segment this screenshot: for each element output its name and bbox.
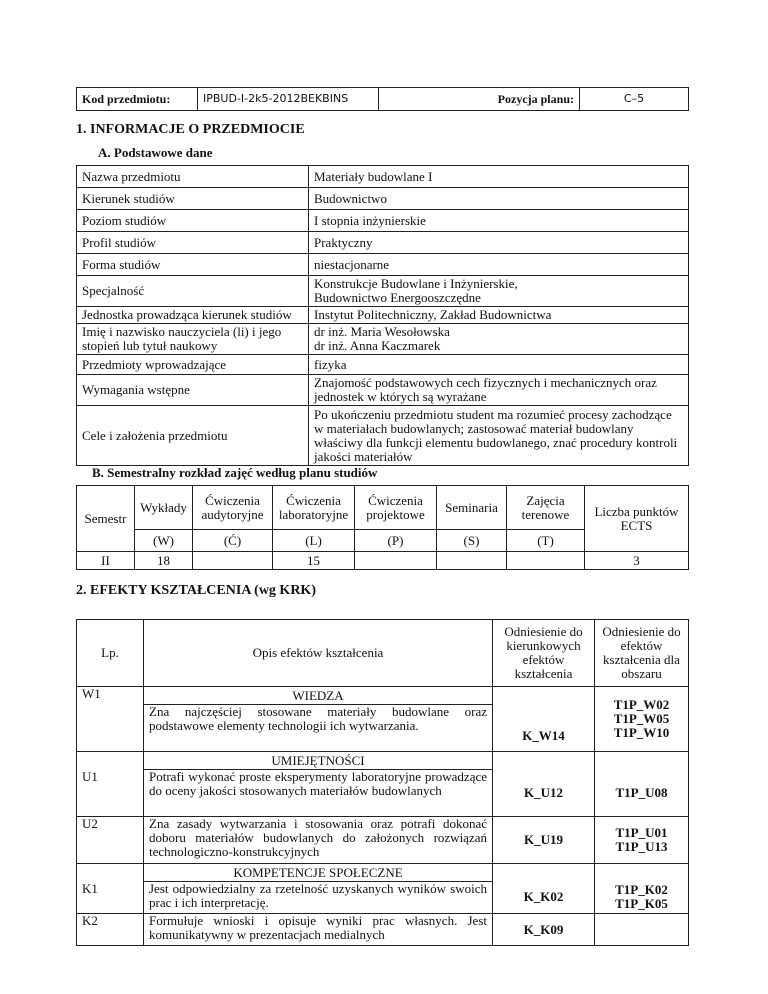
- row-value: Materiały budowlane I: [309, 166, 689, 188]
- col-kier: Odniesienie do kierunkowych efektów kształcenia: [493, 620, 595, 687]
- basic-data-table: [76, 165, 689, 466]
- section1-title: 1. INFORMACJE O PRZEDMIOCIE: [76, 122, 305, 137]
- row-value: [309, 276, 689, 307]
- abbr-c: (Ć): [193, 530, 273, 552]
- kier-code: K_W14: [493, 687, 595, 752]
- kier-code: K_U19: [493, 817, 595, 864]
- row-label: Imię i nazwisko nauczyciela (li) i jego stopień lub tytuł naukowy: [77, 324, 309, 355]
- category-kompetencje: KOMPETENCJE SPOŁECZNE: [144, 864, 493, 882]
- obszar-codes: [595, 770, 689, 817]
- val-l: 15: [273, 552, 355, 570]
- row-value: Praktyczny: [309, 232, 689, 254]
- obszar-spacer: [595, 864, 689, 882]
- val-s: [437, 552, 507, 570]
- kier-spacer: [493, 864, 595, 882]
- row-label: Przedmioty wprowadzające: [77, 355, 309, 375]
- row-value: I stopnia inżynierskie: [309, 210, 689, 232]
- col-opis: Opis efektów kształcenia: [144, 620, 493, 687]
- value-line: Konstrukcje Budowlane i Inżynierskie,: [314, 276, 518, 291]
- kier-spacer: [493, 752, 595, 770]
- value-line: dr inż. Maria Wesołowska: [314, 324, 450, 339]
- col-seminaria: Seminaria: [437, 486, 507, 530]
- obszar-codes: [595, 914, 689, 946]
- obszar-spacer: [595, 752, 689, 770]
- row-value: [309, 324, 689, 355]
- row-value: fizyka: [309, 355, 689, 375]
- obszar-codes: [595, 817, 689, 864]
- obszar-codes: [595, 882, 689, 914]
- obszar-code: T1P_W02: [613, 697, 670, 712]
- effects-table: [76, 619, 689, 946]
- val-semestr: II: [77, 552, 135, 570]
- obszar-code: T1P_U08: [615, 784, 668, 800]
- obszar-code: T1P_W05: [613, 711, 670, 726]
- row-value: Znajomość podstawowych cech fizycznych i mechanicznych oraz jednostek w których są wyrażane: [309, 375, 689, 406]
- col-obszar: Odniesienie do efektów kształcenia dla obszaru: [595, 620, 689, 687]
- lp-spacer: [77, 752, 144, 770]
- kod-value: IPBUD-I-2k5-2012BEKBINS: [198, 88, 379, 111]
- obszar-codes: [595, 687, 689, 752]
- section1-subtitle: A. Podstawowe dane: [98, 145, 213, 160]
- pozycja-label: Pozycja planu:: [379, 88, 580, 111]
- abbr-t: (T): [507, 530, 585, 552]
- opis-cell: Formułuje wnioski i opisuje wyniki prac własnych. Jest komunikatywny w prezentacjach medialnych: [144, 914, 493, 946]
- pozycja-value: C–5: [580, 88, 689, 111]
- kier-code: K_K02: [493, 882, 595, 914]
- lp-cell: K1: [77, 882, 144, 914]
- row-value: Instytut Politechniczny, Zakład Budownictwa: [309, 307, 689, 324]
- row-label: Forma studiów: [77, 254, 309, 276]
- lp-cell: U2: [77, 817, 144, 864]
- col-cw-proj: Ćwiczenia projektowe: [355, 486, 437, 530]
- row-label: Cele i założenia przedmiotu: [77, 406, 309, 466]
- kier-code: K_K09: [493, 914, 595, 946]
- abbr-w: (W): [135, 530, 193, 552]
- section2-title: 2. EFEKTY KSZTAŁCENIA (wg KRK): [76, 583, 316, 598]
- kod-label: Kod przedmiotu:: [77, 88, 198, 111]
- row-label: Specjalność: [77, 276, 309, 307]
- category-wiedza: WIEDZA: [144, 687, 493, 705]
- kier-code: K_U12: [493, 770, 595, 817]
- obszar-code: T1P_K02: [615, 882, 668, 898]
- row-label: Jednostka prowadząca kierunek studiów: [77, 307, 309, 324]
- semester-table: [76, 485, 689, 570]
- val-c: [193, 552, 273, 570]
- obszar-code: T1P_W10: [613, 725, 670, 740]
- col-wyklady: Wykłady: [135, 486, 193, 530]
- opis-cell: Zna najczęściej stosowane materiały budowlane oraz podstawowe elementy technologii ich wytwarzania.: [144, 705, 493, 752]
- row-label: Nazwa przedmiotu: [77, 166, 309, 188]
- lp-cell: U1: [77, 770, 144, 817]
- val-p: [355, 552, 437, 570]
- header-table: [76, 87, 689, 111]
- value-line: Budownictwo Energooszczędne: [314, 290, 481, 305]
- abbr-l: (L): [273, 530, 355, 552]
- lp-spacer: [77, 864, 144, 882]
- abbr-s: (S): [437, 530, 507, 552]
- col-cw-aud: Ćwiczenia audytoryjne: [193, 486, 273, 530]
- row-label: Wymagania wstępne: [77, 375, 309, 406]
- val-ects: 3: [585, 552, 689, 570]
- sectionB-title: B. Semestralny rozkład zajęć według planu studiów: [92, 465, 378, 480]
- opis-cell: Jest odpowiedzialny za rzetelność uzyskanych wyników swoich prac i ich interpretację.: [144, 882, 493, 914]
- opis-cell: Potrafi wykonać proste eksperymenty laboratoryjne prowadzące do oceny jakości stosowanych materiałów budowlanych: [144, 770, 493, 817]
- col-terenowe: Zajęcia terenowe: [507, 486, 585, 530]
- row-value: niestacjonarne: [309, 254, 689, 276]
- opis-cell: Zna zasady wytwarzania i stosowania oraz potrafi dokonać doboru materiałów budowlanych do założonych rozwiązań technologiczno-konstrukcyjnych: [144, 817, 493, 864]
- col-lp: Lp.: [77, 620, 144, 687]
- obszar-code: T1P_U13: [615, 839, 668, 854]
- row-value: Po ukończeniu przedmiotu student ma rozumieć procesy zachodzące w materiałach budowlanych; zastosować materiał budowlany właściwy dla funkcji elementu budowlanego, znać procedury kontroli jakości materiałów: [309, 406, 689, 466]
- col-ects: Liczba punktów ECTS: [585, 486, 689, 552]
- row-label: Profil studiów: [77, 232, 309, 254]
- col-cw-lab: Ćwiczenia laboratoryjne: [273, 486, 355, 530]
- val-t: [507, 552, 585, 570]
- obszar-code: T1P_K05: [615, 896, 668, 912]
- row-label: Kierunek studiów: [77, 188, 309, 210]
- lp-cell: K2: [77, 914, 144, 946]
- row-label: Poziom studiów: [77, 210, 309, 232]
- abbr-p: (P): [355, 530, 437, 552]
- row-value: Budownictwo: [309, 188, 689, 210]
- val-w: 18: [135, 552, 193, 570]
- col-semestr: Semestr: [77, 486, 135, 552]
- lp-cell: W1: [77, 687, 144, 752]
- category-umiejetnosci: UMIEJĘTNOŚCI: [144, 752, 493, 770]
- obszar-code: T1P_U01: [615, 825, 668, 840]
- value-line: dr inż. Anna Kaczmarek: [314, 338, 441, 353]
